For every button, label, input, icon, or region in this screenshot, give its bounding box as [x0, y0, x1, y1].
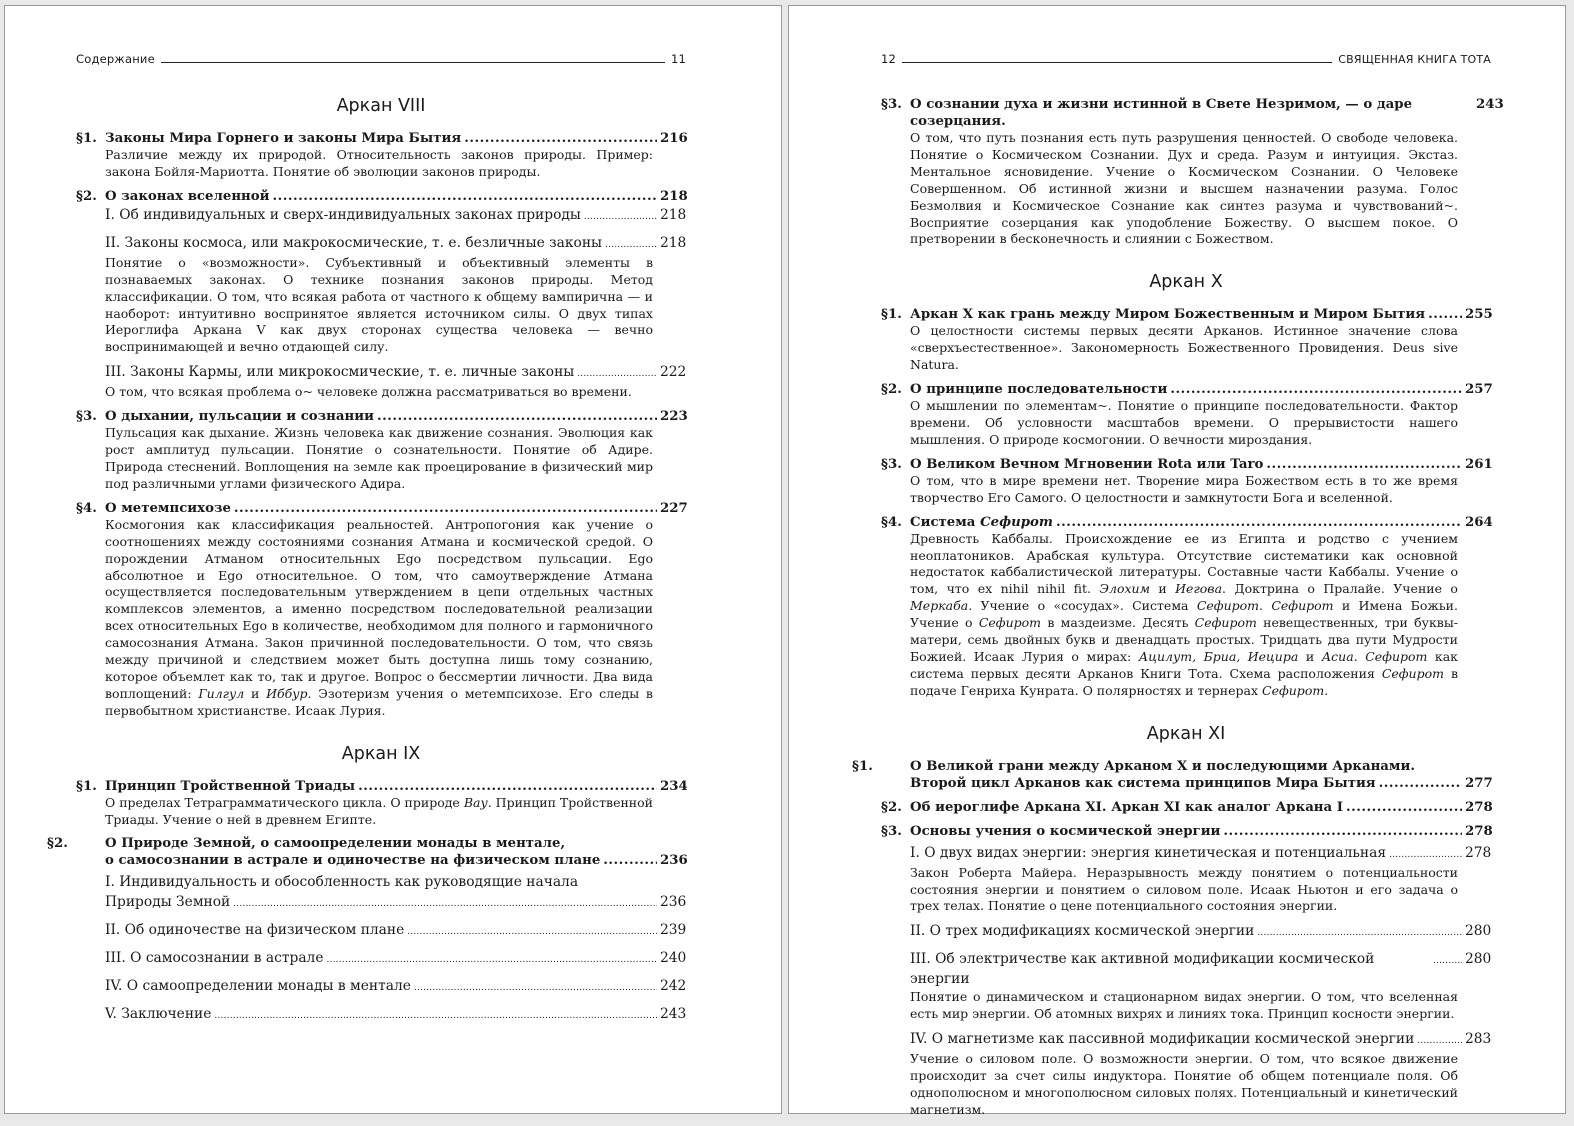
subentry-description: Понятие о «возможности». Субъективный и объективный элементы в познаваемых законах. О технике познания законов природы. Метод классификации. О том, что всякая работа от частного к общему вампирична — и наоборот: интуитивно воспринятое является источником силы. О двух типах Иероглифа Аркана V как двух сторонах существа человека — вечно воспринимающей и вечно отдающей силу. — [105, 254, 653, 355]
toc-subentry[interactable]: I. Об индивидуальных и сверх-индивидуальных законах природы ..... 218 — [76, 205, 686, 227]
entry-title: О Великом Вечном Мгновении Rota или Taro — [910, 456, 1264, 472]
toc-subentry[interactable]: IV. О магнетизме как пассивной модификации космической энергии ..... 283 Учение о силовом поле. О возможности энергии. О том, что всякое движение происходит за счет силы индуктора. Понятие об общем потенциале поля. Об однополюсном и многополюсном силовых полях. Потенциальный и кинетический магнетизм. — [881, 1029, 1491, 1119]
toc-entry[interactable]: §4. Система Сефирот ..... 264 Древность Каббалы. Происхождение ее из Египта и родство с учением неоплатоников. Арабская культура. Отсутствие систематики как основной недостаток каббалистической литературы. Составные части Каббалы. Учение о том, что ex nihil nihil fit. Элохим и Иегова. Доктрина о Пралайе. Учение о Меркаба. Учение о «сосудах». Система Сефирот. Сефирот и Имена Божьи. Учение о Сефирот в маздеизме. Десять Сефирот невещественных, три буквы-матери, семь двойных букв и двенадцать простых. Тридцать два пути Мудрости Божией. Исаак Лурия о мирах: Ацилут, Бриа, Иецира и Асиа. Сефирот как система первых десяти Арканов Книги Тота. Схема расположения Сефирот в подаче Генриха Кунрата. О полярностях и тернерах Сефирот. — [881, 514, 1491, 700]
right-page — [788, 5, 1566, 1117]
entry-page: 216 — [660, 131, 688, 146]
header-rule — [161, 62, 665, 63]
toc-subentry[interactable]: III. О самосознании в астрале ..... 240 — [76, 948, 686, 970]
left-page — [4, 5, 782, 1114]
header-title: СВЯЩЕННАЯ КНИГА ТОТА — [1338, 53, 1491, 66]
entry-title: О метемпсихозе — [105, 500, 231, 516]
toc-subentry[interactable]: III. Об электричестве как активной модификации космической энергии ..... 280 Понятие о динамическом и стационарном видах энергии. О том, что вселенная есть мир энергии. Об атомных вихрях и линиях тока. Принцип косности энергии. — [881, 949, 1491, 1023]
toc-entry[interactable]: §1. Аркан X как грань между Миром Божественным и Миром Бытия ..... 255 О целостности системы первых десяти Арканов. Истинное значение слова «сверхъестественное». Закономерность Божественного Провидения. Deus sive Natura. — [881, 306, 1491, 374]
toc-subentry[interactable]: III. Законы Кармы, или микрокосмические, т. е. личные законы ..... 222 О том, что всякая проблема о~ человеке должна рассматриваться во времени. — [76, 362, 686, 401]
entry-description: О мышлении по элементам~. Понятие о принципе последовательности. Фактор времени. Об условности масштабов времени. О прерывистости нашего мышления. О природе космогонии. О вечности мироздания. — [910, 398, 1458, 447]
arkan-heading: Аркан X — [1149, 272, 1223, 293]
toc-entry[interactable]: §1. Принцип Тройственной Триады ..... 234 О пределах Тетраграмматического цикла. О природе Вау. Принцип Тройственной Триады. Учение о ней в древнем Египте. — [76, 778, 686, 829]
entry-page: 236 — [660, 853, 688, 869]
entry-page: 278 — [1465, 823, 1493, 839]
toc-subentry[interactable]: II. Законы космоса, или макрокосмические, т. е. безличные законы ..... 218 Понятие о «возможности». Субъективный и объективный элементы в познаваемых законах. О технике познания законов природы. Метод классификации. О том, что всякая работа от частного к общему вампирична — и наоборот: интуитивно воспринятое является источником силы. О двух типах Иероглифа Аркана V как двух сторонах существа человека — вечно воспринимающей и вечно отдающей силу. — [76, 233, 686, 356]
entry-title: Принцип Тройственной Триады — [105, 778, 356, 794]
header-title: Содержание — [76, 52, 155, 66]
entry-title: Об иероглифе Аркана XI. Аркан XI как аналог Аркана I — [910, 799, 1344, 815]
entry-description: Пульсация как дыхание. Жизнь человека как движение сознания. Эволюция как рост амплитуд пульсации. Понятие о сознательности. Понятие об Адире. Природа стеснений. Воплощения на земле как проецирование в физический мир под различными углами физического Адира. — [105, 425, 653, 491]
toc-entry[interactable]: §3. О Великом Вечном Мгновении Rota или Taro ..... 261 О том, что в мире времени нет. Творение мира Божеством есть в то же время творчество Его Самого. О целостности и замкнутости Бога и вселенной. — [881, 456, 1491, 507]
entry-description: О целостности системы первых десяти Арканов. Истинное значение слова «сверхъестественное». Закономерность Божественного Провидения. Deus sive Natura. — [910, 323, 1458, 373]
arkan-heading: Аркан XI — [1146, 723, 1226, 744]
toc-entry[interactable]: §2. Об иероглифе Аркана XI. Аркан XI как аналог Аркана I ..... 278 — [881, 799, 1491, 816]
toc-subentry[interactable]: II. О трех модификациях космической энергии ..... 280 — [881, 921, 1491, 943]
entry-page: 255 — [1465, 307, 1493, 323]
toc-entry[interactable]: §3. О дыхании, пульсации и сознании ..... 223 Пульсация как дыхание. Жизнь человека как движение сознания. Эволюция как рост амплитуд пульсации. Понятие о сознательности. Понятие об Адире. Природа стеснений. Воплощения на земле как проецирование в физический мир под различными углами физического Адира. — [76, 408, 686, 493]
toc-subentry[interactable]: I. О двух видах энергии: энергия кинетическая и потенциальная ..... 278 Закон Роберта Майера. Неразрывность между понятием о потенциальности состояния энергии и понятием о силовом поле. Исаак Ньютон и его задача о трех телах. Понятие о цене потенциального состояния энергии. — [881, 843, 1491, 916]
running-header — [881, 52, 1491, 66]
entry-page: 218 — [660, 188, 688, 204]
entry-description: Различие между их природой. Относительность законов природы. Пример: закона Бойля-Мариотта. Понятие об эволюции законов природы. — [105, 147, 653, 179]
entry-page: 264 — [1465, 514, 1493, 530]
toc-entry[interactable]: §2. О принципе последовательности ..... 257 О мышлении по элементам~. Понятие о принципе последовательности. Фактор времени. Об условности масштабов времени. О прерывистости нашего мышления. О природе космогонии. О вечности мироздания. — [881, 381, 1491, 449]
subentry-description: О том, что всякая проблема о~ человеке должна рассматриваться во времени. — [105, 384, 632, 400]
entry-page: 261 — [1465, 456, 1493, 472]
subentry-description: Понятие о динамическом и стационарном видах энергии. О том, что вселенная есть мир энергии. Об атомных вихрях и линиях тока. Принцип косности энергии. — [910, 989, 1458, 1022]
entry-page: 243 — [1476, 97, 1504, 112]
entry-title: О принципе последовательности — [910, 382, 1168, 398]
entry-description: О том, что в мире времени нет. Творение мира Божеством есть в то же время творчество Его Самого. О целостности и замкнутости Бога и вселенной. — [910, 472, 1458, 505]
toc-subentry[interactable]: V. Заключение ..... 243 — [76, 1004, 686, 1026]
page-number: 11 — [670, 52, 686, 66]
section-number: §1. — [852, 758, 873, 774]
entry-description: Древность Каббалы. Происхождение ее из Египта и родство с учением неоплатоников. Арабская культура. Отсутствие систематики как основной недостаток каббалистической литературы. Составные части Каббалы. Учение о том, что ex nihil nihil fit. Элохим и Иегова. Доктрина о Пралайе. Учение о Меркаба. Учение о «сосудах». Система Сефирот. Сефирот и Имена Божьи. Учение о Сефирот в маздеизме. Десять Сефирот невещественных, три буквы-матери, семь двойных букв и двенадцать простых. Тридцать два пути Мудрости Божией. Исаак Лурия о мирах: Ацилут, Бриа, Иецира и Асиа. Сефирот как система первых десяти Арканов Книги Тота. Схема расположения Сефирот в подаче Генриха Кунрата. О полярностях и тернерах Сефирот. — [910, 530, 1458, 698]
subentry-description: Учение о силовом поле. О возможности энергии. О том, что всякое движение происходит за счет силы индуктора. Понятие об общем потенциале поля. Об однополюсном и многополюсном силовых полях. Потенциальный и кинетический магнетизм. — [910, 1051, 1458, 1117]
toc-entry[interactable]: §1. Законы Мира Горнего и законы Мира Бытия ..... 216 Различие между их природой. Относительность законов природы. Пример: закона Бойля-Мариотта. Понятие об эволюции законов природы. — [76, 130, 686, 181]
toc-subentry[interactable]: II. Об одиночестве на физическом плане ..... 239 — [76, 920, 686, 942]
toc-entry[interactable]: §3. Основы учения о космической энергии ..... 278 I. О двух видах энергии: энергия кинетическая и потенциальная ..... 278 Закон Роберта Майера. Неразрывность между понятием о потенциальности состояния энергии и понятием о силовом поле. Исаак Ньютон и его задача о трех телах. Понятие о цене потенциального состояния энергии. II. О трех модификациях космической энергии ..... 280 III. Об электричестве как активной модификации космической энергии ..... 280 Понятие о динамическом и стационарном видах энергии. О том, что вселенная есть мир энергии. Об атомных вихрях и линиях тока. Принцип косности энергии. IV. О магнетизме как пассивной модификации космической энергии ..... 283 Учение о силовом поле. О возможности энергии. О том, что всякое движение происходит за счет силы индуктора. Понятие об общем потенциале поля. Об однополюсном и многополюсном силовых полях. Потенциальный и кинетический магнетизм. — [881, 823, 1491, 1119]
running-header — [76, 52, 686, 66]
entry-title: О Великой грани между Арканом X и последующими Арканами. §1. — [852, 758, 1415, 774]
entry-page: 277 — [1465, 775, 1493, 791]
arkan-heading: Аркан VIII — [336, 96, 426, 116]
toc-entry[interactable]: §2. О законах вселенной ..... 218 I. Об индивидуальных и сверх-индивидуальных законах природы ..... 218 II. Законы космоса, или макрокосмические, т. е. безличные законы ..... 218 Понятие о «возможности». Субъективный и объективный элементы в познаваемых законах. О технике познания законов природы. Метод классификации. О том, что всякая работа от частного к общему вампирична — и наоборот: интуитивно воспринятое является источником силы. О двух типах Иероглифа Аркана V как двух сторонах существа человека — вечно воспринимающей и вечно отдающей силу. III. Законы Кармы, или микрокосмические, т. е. личные законы ..... 222 О том, что всякая проблема о~ человеке должна рассматриваться во времени. — [76, 188, 686, 401]
page-number: 12 — [881, 52, 897, 66]
entry-title: Основы учения о космической энергии — [910, 823, 1221, 839]
entry-page: 227 — [660, 500, 688, 516]
arkan-heading: Аркан IX — [341, 743, 421, 764]
entry-description: О том, что путь познания есть путь разрушения ценностей. О свободе человека. Понятие о Космическом Сознании. Дух и среда. Разум и интуиция. Экстаз. Ментальное ясновидение. Учение о Космическом Сознании. О Человеке Совершенном. Об истинной жизни и высшем назначении разума. Голос Безмолвия и Космическое Сознание как синтез разума и чувствований~. Восприятие созерцания как уподобление Божеству. О высшем покое. О претворении в бесконечность и слиянии с Божеством. — [910, 130, 1458, 247]
entry-description: Космогония как классификация реальностей. Антропогония как учение о соотношениях между состояниями сознания Атмана и космической средой. О порождении Атманом относительных Ego посредством пульсации. Ego абсолютное и Ego относительное. О том, что самоутверждение Атмана осуществляется последовательным утверждением в цепи отдельных частных комплексов элементов, а именно посредством последовательной реализации всех относительных Ego в количестве, необходимом для полного и гармоничного самосознания Атмана. Закон причинной последовательности. О том, что связь между причиной и следствием может быть доступна лишь тому сознанию, которое объемлет как то, так и другое. Вопрос о бессмертии личности. Два вида воплощений: Гилгул и Иббур. Эзотеризм учения о метемпсихозе. Его следы в первобытном христианстве. Исаак Лурия. — [105, 516, 653, 718]
toc-subentry[interactable]: IV. О самоопределении монады в ментале ..... 242 — [76, 976, 686, 998]
toc-subentry[interactable]: I. Индивидуальность и обособленность как руководящие начала Природы Земной ..... 236 — [76, 872, 686, 914]
header-rule — [902, 62, 1332, 63]
subentry-description: Закон Роберта Майера. Неразрывность между понятием о потенциальности состояния энергии и понятием о силовом поле. Исаак Ньютон и его задача о трех телах. Понятие о цене потенциального состояния энергии. — [910, 864, 1458, 914]
entry-title: Система Сефирот — [910, 514, 1054, 530]
entry-title: О дыхании, пульсации и сознании — [105, 409, 374, 425]
entry-description: О пределах Тетраграмматического цикла. О природе Вау. Принцип Тройственной Триады. Учение о ней в древнем Египте. — [105, 794, 653, 827]
entry-title: О сознании духа и жизни истинной в Свете Незримом, — о даре созерцания. — [910, 97, 1413, 129]
entry-page: 234 — [660, 778, 688, 794]
toc-entry[interactable]: §4. О метемпсихозе ..... 227 Космогония как классификация реальностей. Антропогония как учение о соотношениях между состояниями сознания Атмана и космической средой. О порождении Атманом относительных Ego посредством пульсации. Ego абсолютное и Ego относительное. О том, что самоутверждение Атмана осуществляется последовательным утверждением в цепи отдельных частных комплексов элементов, а именно посредством последовательной реализации всех относительных Ego в количестве, необходимом для полного и гармоничного самосознания Атмана. Закон причинной последовательности. О том, что связь между причиной и следствием может быть доступна лишь тому сознанию, которое объемлет как то, так и другое. Вопрос о бессмертии личности. Два вида воплощений: Гилгул и Иббур. Эзотеризм учения о метемпсихозе. Его следы в первобытном христианстве. Исаак Лурия. — [76, 500, 686, 720]
toc-entry[interactable]: О Природе Земной, о самоопределении монады в ментале, §2. о самосознании в астрале и одиночестве на физическом плане ..... 236 I. Индивидуальность и обособленность как руководящие начала Природы Земной ..... 236 II. Об одиночестве на физическом плане ..... 239 III. О самосознании в астрале ..... 240 IV. О самоопределении монады в ментале ..... 242 V. Заключение ..... 243 — [76, 835, 686, 1026]
entry-title: О законах вселенной — [105, 188, 270, 204]
entry-page: 223 — [660, 409, 688, 425]
entry-page: 278 — [1465, 799, 1493, 815]
toc-entry[interactable]: О Великой грани между Арканом X и последующими Арканами. §1. Второй цикл Арканов как система принципов Мира Бытия ..... 277 — [881, 758, 1491, 792]
toc-entry[interactable]: §3. О сознании духа и жизни истинной в Свете Незримом, — о даре созерцания. 243 О том, что путь познания есть путь разрушения ценностей. О свободе человека. Понятие о Космическом Сознании. Дух и среда. Разум и интуиция. Экстаз. Ментальное ясновидение. Учение о Космическом Сознании. О Человеке Совершенном. Об истинной жизни и высшем назначении разума. Голос Безмолвия и Космическое Сознание как синтез разума и чувствований~. Восприятие созерцания как уподобление Божеству. О высшем покое. О претворении в бесконечность и слиянии с Божеством. — [881, 97, 1504, 247]
entry-page: 257 — [1465, 382, 1493, 398]
entry-title: О Природе Земной, о самоопределении монады в ментале, §2. — [47, 836, 566, 852]
entry-title: Законы Мира Горнего и законы Мира Бытия — [105, 131, 462, 146]
entry-title: Аркан X как грань между Миром Божественным и Миром Бытия — [910, 307, 1426, 323]
